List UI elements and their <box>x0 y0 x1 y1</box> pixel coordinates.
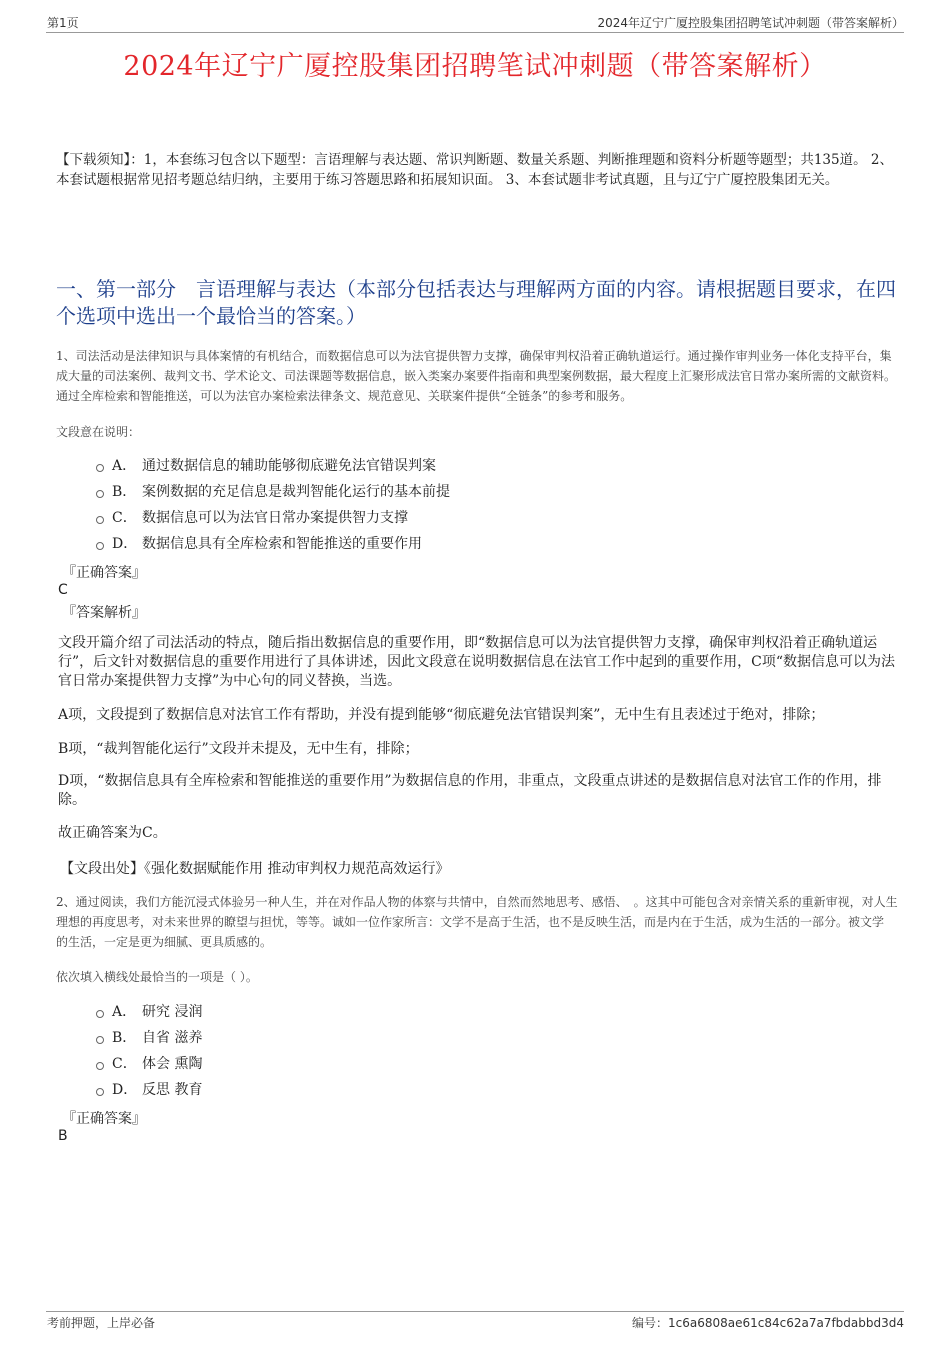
question-1-prompt: 文段意在说明： <box>56 425 141 439</box>
question-1-analysis-label: 『答案解析』 <box>62 605 146 621</box>
question-1-analysis-a: A项，文段提到了数据信息对法官工作有帮助，并没有提到能够“彻底避免法官错误判案”，无中生有且表述过于绝对，排除； <box>58 707 825 723</box>
option-letter: A． <box>112 458 137 474</box>
radio-icon[interactable] <box>96 1088 104 1096</box>
header-doc-title: 2024年辽宁广厦控股集团招聘笔试冲刺题（带答案解析） <box>597 16 904 30</box>
option-text: 案例数据的充足信息是裁判智能化运行的基本前提 <box>142 484 450 500</box>
radio-icon[interactable] <box>96 542 104 550</box>
option-letter: C． <box>112 510 137 526</box>
question-1-option-c[interactable] <box>96 507 408 527</box>
option-text: 通过数据信息的辅助能够彻底避免法官错误判案 <box>142 458 436 474</box>
footer-code <box>632 1314 904 1331</box>
footer-slogan: 考前押题，上岸必备 <box>47 1316 156 1330</box>
radio-icon[interactable] <box>96 1036 104 1044</box>
option-letter: D． <box>112 1082 138 1098</box>
header-divider <box>46 32 904 33</box>
radio-icon[interactable] <box>96 1062 104 1070</box>
question-2-option-a[interactable] <box>96 1001 202 1021</box>
question-1-text: 1、司法活动是法律知识与具体案情的有机结合，而数据信息可以为法官提供智力支撑，确保审判权沿着正确轨道运行。通过操作审判业务一体化支持平台，集成大量的司法案例、裁判文书、学术论文、司法课题等数据信息，嵌入类案办案要件指南和典型案例数据，最大程度上汇聚形成法官日常办案所需的文献资料。通过全库检索和智能推送，可以为法官办案检索法律条文、规范意见、关联案件提供“全链条”的参考和服务。 <box>56 349 897 403</box>
option-text: 反思 教育 <box>142 1082 203 1098</box>
question-2-answer: B <box>58 1128 68 1144</box>
option-text: 数据信息可以为法官日常办案提供智力支撑 <box>142 510 408 526</box>
radio-icon[interactable] <box>96 516 104 524</box>
option-letter: B． <box>112 1030 137 1046</box>
question-2-option-b[interactable] <box>96 1027 202 1047</box>
question-1-answer-label: 『正确答案』 <box>62 565 146 581</box>
radio-icon[interactable] <box>96 1010 104 1018</box>
option-letter: A． <box>112 1004 137 1020</box>
question-2-option-d[interactable] <box>96 1079 202 1099</box>
download-notice: 【下载须知】：1，本套练习包含以下题型：言语理解与表达题、常识判断题、数量关系题、判断推理题和资料分析题等题型；共135道。 2、本套试题根据常见招考题总结归纳，主要用于练习答题思路和拓展知识面。 3、本套试题非考试真题，且与辽宁广厦控股集团无关。 <box>56 152 893 188</box>
question-1-option-a[interactable] <box>96 455 436 475</box>
footer-code-label: 编号： <box>631 1316 668 1330</box>
option-letter: D． <box>112 536 138 552</box>
radio-icon[interactable] <box>96 464 104 472</box>
question-2-text: 2、通过阅读，我们方能沉浸式体验另一种人生，并在对作品人物的体察与共情中，自然而然地思考、感悟、 。这其中可能包含对亲情关系的重新审视，对人生理想的再度思考，对未来世界的瞭望与担忧，等等。诚如一位作家所言：文学不是高于生活，也不是反映生活，而是内在于生活，成为生活的一部分。被文学 的生活，一定是更为细腻、更具质感的。 <box>56 895 898 949</box>
option-letter: B． <box>112 484 137 500</box>
question-1-conclusion: 故正确答案为C。 <box>58 825 167 841</box>
question-2-answer-label: 『正确答案』 <box>62 1111 146 1127</box>
option-text: 体会 熏陶 <box>142 1056 203 1072</box>
footer-code-value: 1c6a6808ae61c84c62a7a7fbdabbd3d4 <box>667 1316 904 1330</box>
option-text: 数据信息具有全库检索和智能推送的重要作用 <box>142 536 422 552</box>
question-2-prompt: 依次填入横线处最恰当的一项是（ ）。 <box>56 970 258 984</box>
question-1-analysis-d: D项，“数据信息具有全库检索和智能推送的重要作用”为数据信息的作用，非重点，文段重点讲述的是数据信息对法官工作的作用，排除。 <box>58 773 882 808</box>
option-text: 研究 浸润 <box>142 1004 203 1020</box>
question-1-answer: C <box>58 582 68 598</box>
option-text: 自省 滋养 <box>142 1030 203 1046</box>
question-1-option-d[interactable] <box>96 533 422 553</box>
question-2-option-c[interactable] <box>96 1053 202 1073</box>
question-1-option-b[interactable] <box>96 481 450 501</box>
question-1-analysis-main: 文段开篇介绍了司法活动的特点，随后指出数据信息的重要作用，即“数据信息可以为法官提供智力支撑，确保审判权沿着正确轨道运行”，后文针对数据信息的重要作用进行了具体讲述，因此文段意在说明数据信息在法官工作中起到的重要作用，C项“数据信息可以为法官日常办案提供智力支撑”为中心句的同义替换，当选。 <box>58 635 896 689</box>
question-1-source: 【文段出处】《强化数据赋能作用 推动审判权力规范高效运行》 <box>60 861 450 877</box>
footer-divider <box>46 1311 904 1312</box>
section-heading: 一、第一部分 言语理解与表达（本部分包括表达与理解两方面的内容。请根据题目要求，在四个选项中选出一个最恰当的答案。） <box>56 277 896 328</box>
radio-icon[interactable] <box>96 490 104 498</box>
option-letter: C． <box>112 1056 137 1072</box>
question-1-analysis-b: B项，“裁判智能化运行”文段并未提及，无中生有，排除； <box>58 741 419 757</box>
header-page-number: 第1页 <box>47 16 79 30</box>
page-title: 2024年辽宁广厦控股集团招聘笔试冲刺题（带答案解析） <box>123 51 827 82</box>
